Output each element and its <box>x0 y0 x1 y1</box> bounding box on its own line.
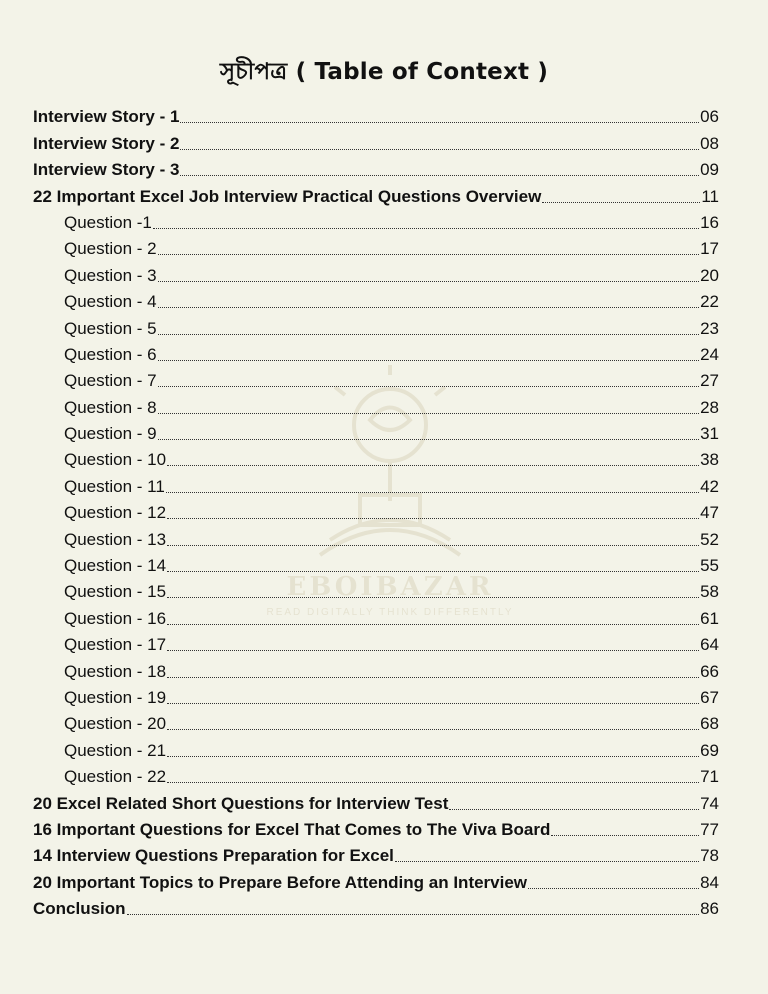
toc-entry-page: 16 <box>700 212 719 232</box>
dot-leader <box>167 677 699 678</box>
toc-entry-page: 38 <box>700 450 719 470</box>
dot-leader <box>166 492 699 493</box>
toc-entry-label: Question - 13 <box>64 529 167 549</box>
dot-leader <box>158 254 699 255</box>
dot-leader <box>167 518 699 519</box>
toc-entry-page: 55 <box>700 556 719 576</box>
toc-entry-label: Question - 21 <box>64 740 167 760</box>
toc-entry-label: Question - 15 <box>64 582 167 602</box>
toc-entry[interactable] <box>33 101 719 127</box>
dot-leader <box>167 465 699 466</box>
dot-leader <box>153 228 699 229</box>
toc-entry[interactable] <box>33 180 719 206</box>
toc-entry[interactable] <box>33 444 719 470</box>
toc-entry-label: Question - 22 <box>64 767 167 787</box>
dot-leader <box>449 809 699 810</box>
toc-entry-page: 27 <box>700 371 719 391</box>
toc-entry-page: 64 <box>700 635 719 655</box>
dot-leader <box>158 439 699 440</box>
dot-leader <box>167 650 699 651</box>
toc-entry-label: Question - 3 <box>64 265 157 285</box>
toc-entry[interactable] <box>33 312 719 338</box>
toc-entry-page: 84 <box>700 872 719 892</box>
toc-entry-label: 20 Excel Related Short Questions for Interview Test <box>33 793 449 813</box>
toc-entry-label: Question -1 <box>64 212 152 232</box>
toc-entry-page: 69 <box>700 740 719 760</box>
dot-leader <box>180 149 699 150</box>
dot-leader <box>528 888 699 889</box>
toc-entry-label: Question - 5 <box>64 318 157 338</box>
toc-entry-page: 06 <box>700 107 719 127</box>
toc-entry[interactable] <box>33 655 719 681</box>
dot-leader <box>167 756 699 757</box>
toc-entry-label: Question - 20 <box>64 714 167 734</box>
toc-entry[interactable] <box>33 259 719 285</box>
toc-entry[interactable] <box>33 339 719 365</box>
dot-leader <box>158 307 699 308</box>
toc-entry-label: Question - 18 <box>64 661 167 681</box>
toc-entry-label: Question - 6 <box>64 344 157 364</box>
toc-entry-page: 20 <box>700 265 719 285</box>
dot-leader <box>167 729 699 730</box>
toc-entry-label: 16 Important Questions for Excel That Comes to The Viva Board <box>33 819 551 839</box>
dot-leader <box>158 360 699 361</box>
toc-entry-page: 52 <box>700 529 719 549</box>
toc-entry[interactable] <box>33 233 719 259</box>
toc-entry-label: Question - 19 <box>64 687 167 707</box>
dot-leader <box>167 571 699 572</box>
toc-entry-label: Question - 8 <box>64 397 157 417</box>
toc-entry-page: 11 <box>701 186 719 206</box>
dot-leader <box>158 334 699 335</box>
dot-leader <box>127 914 700 915</box>
toc-entry[interactable] <box>33 550 719 576</box>
toc-entry-page: 78 <box>700 846 719 866</box>
toc-entry-label: Question - 12 <box>64 503 167 523</box>
toc-entry-label: Question - 11 <box>64 476 165 496</box>
toc-entry[interactable] <box>33 840 719 866</box>
dot-leader <box>158 413 699 414</box>
toc-entry-page: 77 <box>700 819 719 839</box>
toc-entry-label: Question - 7 <box>64 371 157 391</box>
watermark-tagline: READ DIGITALLY THINK DIFFERENTLY <box>266 607 514 618</box>
dot-leader <box>167 624 699 625</box>
dot-leader <box>167 782 699 783</box>
toc-entry-label: Question - 9 <box>64 424 157 444</box>
toc-entry-page: 47 <box>700 503 719 523</box>
toc-entry-page: 68 <box>700 714 719 734</box>
toc-entry[interactable] <box>33 761 719 787</box>
toc-entry-page: 66 <box>700 661 719 681</box>
toc-entry-page: 58 <box>700 582 719 602</box>
toc-entry-label: Question - 17 <box>64 635 167 655</box>
toc-entry[interactable] <box>33 418 719 444</box>
dot-leader <box>167 597 699 598</box>
dot-leader <box>167 703 699 704</box>
toc-entry-page: 42 <box>700 476 719 496</box>
toc-entry[interactable] <box>33 154 719 180</box>
table-of-contents <box>33 101 719 919</box>
toc-entry-page: 24 <box>700 344 719 364</box>
toc-entry-page: 31 <box>700 424 719 444</box>
toc-entry[interactable] <box>33 286 719 312</box>
dot-leader <box>167 545 699 546</box>
toc-entry-page: 86 <box>700 899 719 919</box>
dot-leader <box>158 386 699 387</box>
toc-entry[interactable] <box>33 497 719 523</box>
dot-leader <box>542 202 700 203</box>
page-title: সূচীপত্র ( Table of Context ) <box>219 59 549 85</box>
toc-entry-label: Interview Story - 3 <box>33 160 180 180</box>
watermark-name: EBOIBAZAR <box>286 572 494 602</box>
dot-leader <box>180 175 699 176</box>
toc-entry-page: 28 <box>700 397 719 417</box>
toc-entry[interactable] <box>33 866 719 892</box>
toc-entry-page: 61 <box>700 608 719 628</box>
toc-entry[interactable] <box>33 576 719 602</box>
toc-entry[interactable] <box>33 682 719 708</box>
toc-entry[interactable] <box>33 470 719 496</box>
toc-entry-label: Question - 16 <box>64 608 167 628</box>
toc-entry[interactable] <box>33 391 719 417</box>
toc-entry-label: Question - 10 <box>64 450 167 470</box>
toc-entry-page: 71 <box>700 767 719 787</box>
toc-entry[interactable] <box>33 602 719 628</box>
toc-entry-label: Interview Story - 2 <box>33 133 180 153</box>
dot-leader <box>395 861 699 862</box>
toc-entry[interactable] <box>33 787 719 813</box>
toc-entry[interactable] <box>33 629 719 655</box>
toc-entry-page: 17 <box>700 239 719 259</box>
toc-entry-page: 08 <box>700 133 719 153</box>
toc-entry-label: 14 Interview Questions Preparation for Excel <box>33 846 394 866</box>
dot-leader <box>180 122 699 123</box>
toc-entry[interactable] <box>33 814 719 840</box>
toc-entry[interactable] <box>33 127 719 153</box>
toc-entry[interactable] <box>33 523 719 549</box>
toc-entry[interactable] <box>33 207 719 233</box>
toc-entry-label: Question - 4 <box>64 292 157 312</box>
toc-entry-page: 74 <box>700 793 719 813</box>
toc-entry-label: 20 Important Topics to Prepare Before Attending an Interview <box>33 872 528 892</box>
toc-entry-page: 67 <box>700 687 719 707</box>
toc-entry-page: 22 <box>700 292 719 312</box>
toc-entry-label: Interview Story - 1 <box>33 107 180 127</box>
toc-entry-label: 22 Important Excel Job Interview Practical Questions Overview <box>33 186 542 206</box>
toc-entry-label: Question - 2 <box>64 239 157 259</box>
toc-entry-page: 23 <box>700 318 719 338</box>
toc-entry[interactable] <box>33 893 719 919</box>
toc-entry-label: Question - 14 <box>64 556 167 576</box>
toc-entry[interactable] <box>33 708 719 734</box>
toc-entry-page: 09 <box>700 160 719 180</box>
toc-entry[interactable] <box>33 734 719 760</box>
dot-leader <box>158 281 699 282</box>
toc-entry-label: Conclusion <box>33 899 126 919</box>
dot-leader <box>551 835 699 836</box>
toc-entry[interactable] <box>33 365 719 391</box>
